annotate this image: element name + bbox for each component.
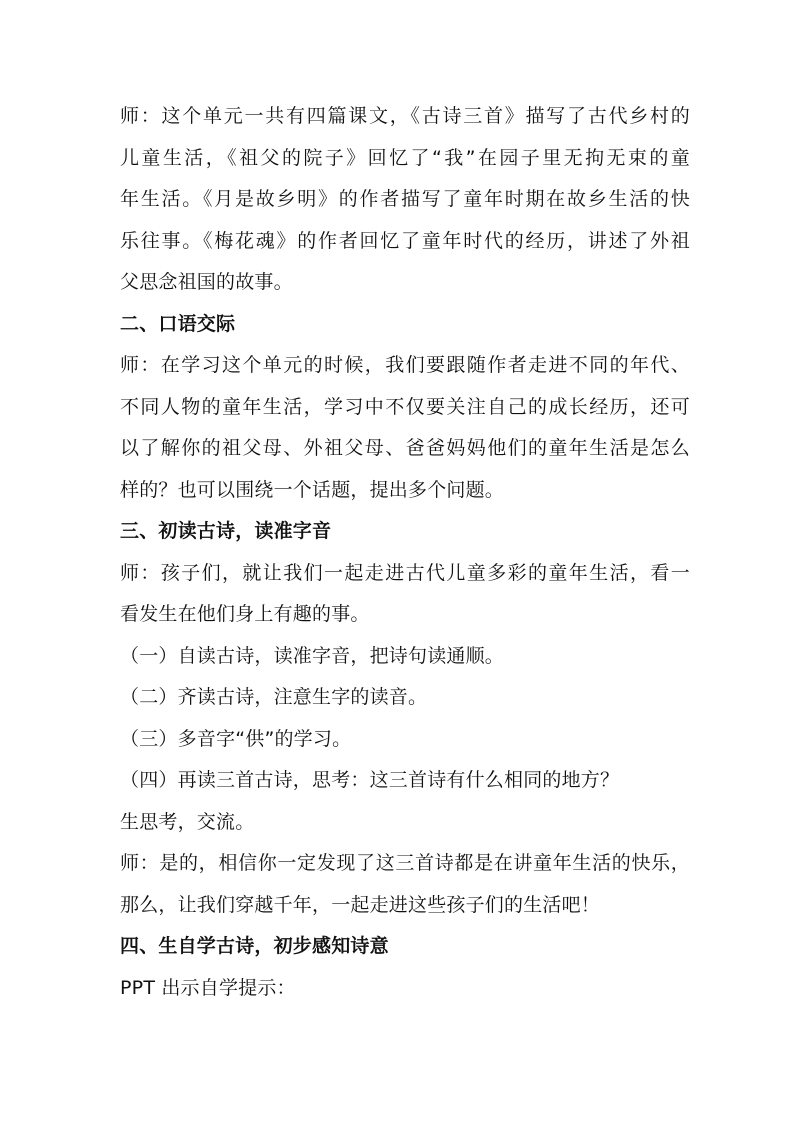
text-line: 父思念祖国的故事。 [120, 271, 293, 293]
text-line: （一）自读古诗，读准字音，把诗句读通顺。 [120, 644, 505, 667]
text-line: 儿童生活，《祖父的院子》回忆了“我”在园子里无拘无束的童 [120, 146, 690, 169]
section-heading: 二、口语交际 [120, 312, 236, 335]
text-line: 师：这个单元一共有四篇课文，《古诗三首》描写了古代乡村的 [120, 105, 690, 127]
text-line: 以了解你的祖父母、外祖父母、爸爸妈妈他们的童年生活是怎么 [120, 437, 690, 459]
text-line: 生思考，交流。 [120, 810, 255, 833]
text-line: 师：孩子们，就让我们一起走进古代儿童多彩的童年生活，看一 [120, 561, 690, 584]
document-body [120, 96, 690, 1009]
text-line: PPT 出示自学提示： [120, 976, 296, 999]
text-line: （二）齐读古诗，注意生字的读音。 [120, 686, 428, 708]
text-line: 看发生在他们身上有趣的事。 [120, 603, 370, 625]
text-line: 师：是的，相信你一定发现了这三首诗都是在讲童年生活的快乐， [120, 852, 690, 874]
text-line: 乐往事。《梅花魂》的作者回忆了童年时代的经历，讲述了外祖 [120, 229, 690, 252]
text-line: （三）多音字“供”的学习。 [120, 727, 352, 750]
section-heading: 三、初读古诗，读准字音 [120, 520, 332, 542]
section-heading: 四、生自学古诗，初步感知诗意 [120, 935, 389, 957]
text-line: （四）再读三首古诗，思考：这三首诗有什么相同的地方？ [120, 769, 620, 791]
text-line: 师：在学习这个单元的时候，我们要跟随作者走进不同的年代、 [120, 354, 690, 376]
text-line: 不同人物的童年生活，学习中不仅要关注自己的成长经历，还可 [120, 395, 690, 418]
text-line: 那么，让我们穿越千年，一起走进这些孩子们的生活吧！ [120, 893, 601, 916]
text-line: 样的？也可以围绕一个话题，提出多个问题。 [120, 478, 505, 501]
text-line: 年生活。《月是故乡明》的作者描写了童年时期在故乡生活的快 [120, 188, 690, 210]
